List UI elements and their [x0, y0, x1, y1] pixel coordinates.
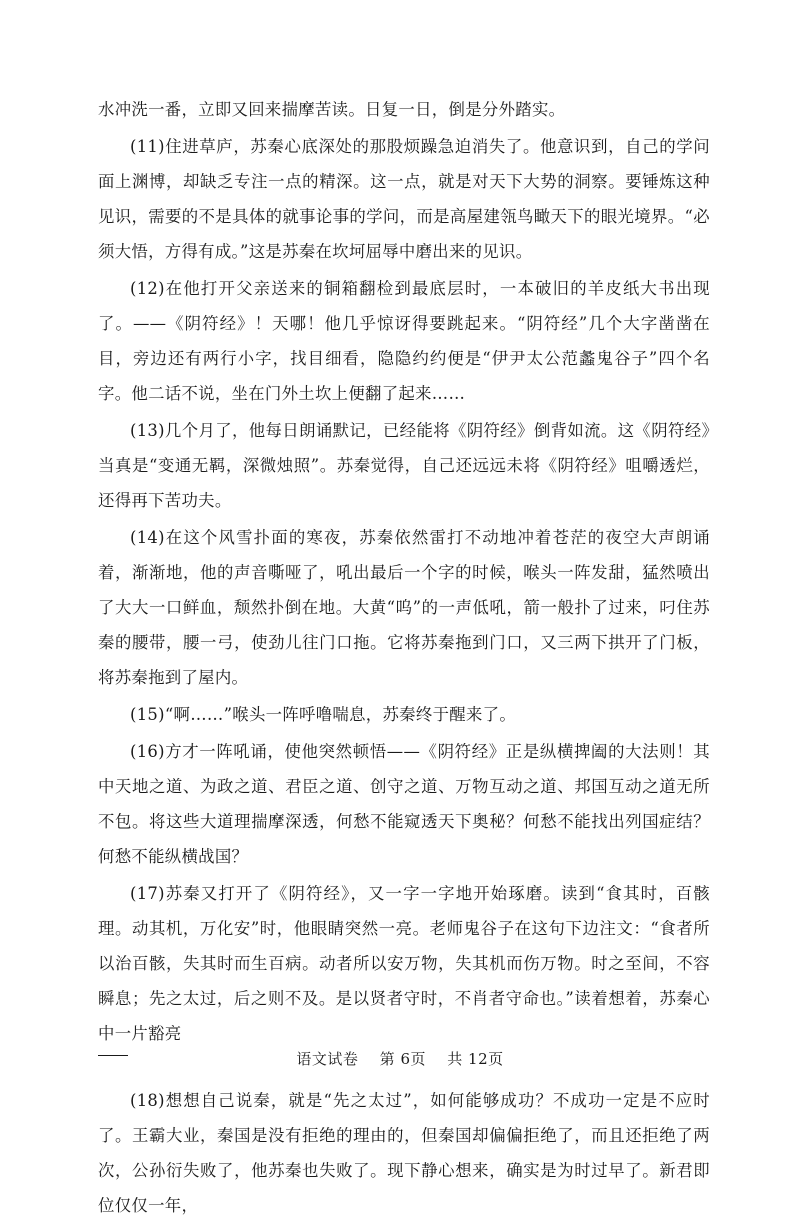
page-footer — [0, 1048, 800, 1069]
footer-total-pages: 共 12页 — [447, 1050, 504, 1068]
paragraph-12: (12)在他打开父亲送来的铜箱翻检到最底层时，一本破旧的羊皮纸大书出现了。——《阴符经》！天哪！他几乎惊讶得要跳起来。“阴符经”几个大字凿凿在目，旁边还有两行小字，找目细看，隐隐约约便是“伊尹太公范蠡鬼谷子”四个名字。他二话不说，坐在门外土坎上便翻了起来…… — [98, 279, 710, 403]
footer-page-number: 第 6页 — [379, 1050, 426, 1068]
paragraph-17: (17)苏秦又打开了《阴符经》，又一字一字地开始琢磨。读到“食其时，百骸理。动其机，万化安”时，他眼睛突然一亮。老师鬼谷子在这句下边注文：“食者所以治百骸，失其时而生百病。动者所以安万物，失其机而伤万物。时之至间，不容瞬息；先之太过，后之则不及。是以贤者守时，不肖者守命也。”读着想着，苏秦心中一片豁亮 — [98, 884, 710, 1043]
paragraph-18: (18)想想自己说秦，就是“先之太过”，如何能够成功？不成功一定是不应时了。王霸大业，秦国是没有拒绝的理由的，但秦国却偏偏拒绝了，而且还拒绝了两次，公孙衍失败了，他苏秦也失败了。现下静心想来，确实是为时过早了。新君即位仅仅一年， — [98, 1091, 710, 1215]
paragraph-16: (16)方才一阵吼诵，使他突然顿悟——《阴符经》正是纵横捭阖的大法则！其中天地之道、为政之道、君臣之道、创守之道、万物互动之道、邦国互动之道无所不包。将这些大道理揣摩深透，何愁不能窥透天下奥秘？何愁不能找出列国症结？何愁不能纵横战国？ — [98, 742, 710, 866]
paragraph-15: (15)“啊……”喉头一阵呼噜喘息，苏秦终于醒来了。 — [130, 705, 517, 724]
paragraph-continuation: 水冲洗一番，立即又回来揣摩苦读。日复一日，倒是分外踏实。 — [98, 100, 566, 119]
footer-subject: 语文试卷 — [296, 1050, 359, 1068]
paragraph-13: (13)几个月了，他每日朗诵默记，已经能将《阴符经》倒背如流。这《阴符经》当真是“变通无羁，深微烛照”。苏秦觉得，自己还远远未将《阴符经》咀嚼透烂，还得再下苦功夫。 — [98, 421, 710, 510]
paragraph-11: (11)住进草庐，苏秦心底深处的那股烦躁急迫消失了。他意识到，自己的学问面上渊博，却缺乏专注一点的精深。这一点，就是对天下大势的洞察。要锤炼这种见识，需要的不是具体的就事论事的学问，而是高屋建瓴鸟瞰天下的眼光境界。“必须大悟，方得有成。”这是苏秦在坎坷屈辱中磨出来的见识。 — [98, 137, 710, 261]
paragraph-14: (14)在这个风雪扑面的寒夜，苏秦依然雷打不动地冲着苍茫的夜空大声朗诵着，渐渐地，他的声音嘶哑了，吼出最后一个字的时候，喉头一阵发甜，猛然喷出了大大一口鲜血，颓然扑倒在地。大黄“呜”的一声低吼，箭一般扑了过来，叼住苏秦的腰带，腰一弓，使劲儿往门口拖。它将苏秦拖到门口，又三两下拱开了门板，将苏秦拖到了屋内。 — [98, 528, 710, 687]
